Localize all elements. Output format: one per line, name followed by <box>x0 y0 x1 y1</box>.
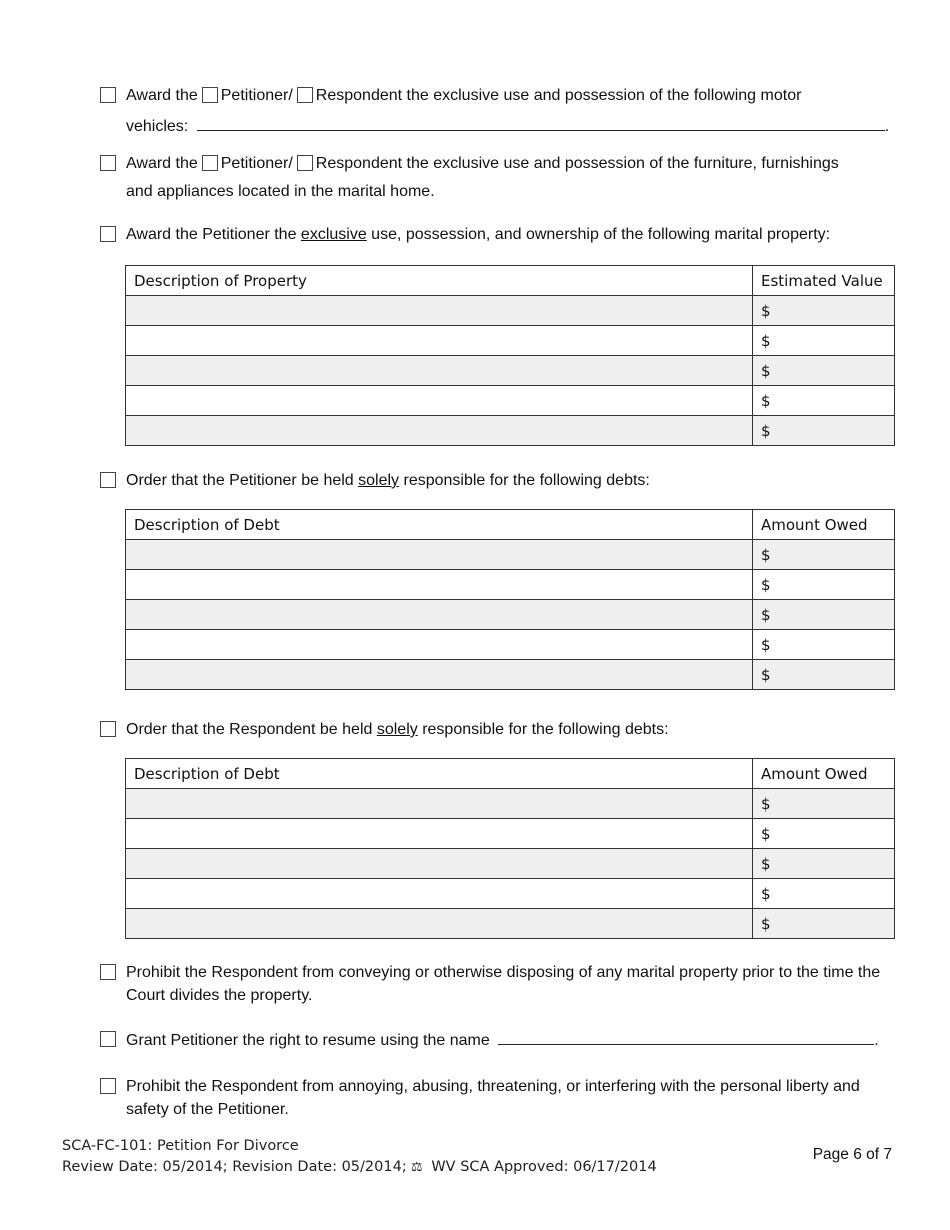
table-header-value: Estimated Value <box>753 266 895 296</box>
table-row: $ <box>126 660 895 690</box>
petitioner-debt-table <box>125 509 895 690</box>
checkbox-prohibit-annoying[interactable] <box>100 1078 116 1094</box>
table-row: $ <box>126 879 895 909</box>
table-row: $ <box>126 540 895 570</box>
footer-dates: Review Date: 05/2014; Revision Date: 05/2014; ⚖ WV SCA Approved: 06/17/2014 <box>62 1159 657 1175</box>
checkbox-motor-vehicles[interactable] <box>100 87 116 103</box>
table-header-description: Description of Debt <box>126 759 753 789</box>
respondent-debt-table <box>125 758 895 939</box>
checkbox-furniture-respondent[interactable] <box>297 155 313 171</box>
resume-name-field[interactable] <box>498 1028 874 1045</box>
table-row: $ <box>126 600 895 630</box>
checkbox-vehicles-petitioner[interactable] <box>202 87 218 103</box>
checkbox-vehicles-respondent[interactable] <box>297 87 313 103</box>
item-respondent-debts: Order that the Respondent be held solely responsible for the following debts: <box>100 718 895 742</box>
table-row: $ <box>126 849 895 879</box>
table-row: $ <box>126 296 895 326</box>
table-row: $ <box>126 909 895 939</box>
item-furniture: Award the Petitioner/ Respondent the exclusive use and possession of the furniture, furnishings and appliances located in the marital home. <box>100 152 895 204</box>
item-prohibit-conveying: Prohibit the Respondent from conveying or otherwise disposing of any marital property prior to the time the Court divides the property. <box>100 961 895 1007</box>
checkbox-petitioner-debts[interactable] <box>100 472 116 488</box>
table-row: $ <box>126 386 895 416</box>
footer-form-id: SCA-FC-101: Petition For Divorce <box>62 1138 299 1154</box>
checkbox-marital-property[interactable] <box>100 226 116 242</box>
table-row: $ <box>126 326 895 356</box>
table-row: $ <box>126 630 895 660</box>
page-number: Page 6 of 7 <box>812 1146 892 1163</box>
table-header-description: Description of Debt <box>126 510 753 540</box>
table-row: $ <box>126 570 895 600</box>
table-row: $ <box>126 789 895 819</box>
motor-vehicles-field[interactable] <box>197 114 885 131</box>
table-header-amount: Amount Owed <box>753 759 895 789</box>
checkbox-furniture[interactable] <box>100 155 116 171</box>
scales-icon: ⚖ <box>410 1160 423 1175</box>
table-row: $ <box>126 356 895 386</box>
item-petitioner-debts: Order that the Petitioner be held solely responsible for the following debts: <box>100 469 895 493</box>
item-marital-property: Award the Petitioner the exclusive use, possession, and ownership of the following marital property: <box>100 223 895 247</box>
table-row: $ <box>126 819 895 849</box>
table-header-amount: Amount Owed <box>753 510 895 540</box>
table-header-description: Description of Property <box>126 266 753 296</box>
item-motor-vehicles: Award the Petitioner/ Respondent the exclusive use and possession of the following motor vehicles: . <box>100 84 895 139</box>
checkbox-resume-name[interactable] <box>100 1031 116 1047</box>
item-prohibit-annoying: Prohibit the Respondent from annoying, abusing, threatening, or interfering with the personal liberty and safety of the Petitioner. <box>100 1075 895 1121</box>
item-resume-name: Grant Petitioner the right to resume using the name . <box>100 1028 895 1053</box>
checkbox-prohibit-conveying[interactable] <box>100 964 116 980</box>
property-table <box>125 265 895 446</box>
table-row: $ <box>126 416 895 446</box>
checkbox-furniture-petitioner[interactable] <box>202 155 218 171</box>
checkbox-respondent-debts[interactable] <box>100 721 116 737</box>
